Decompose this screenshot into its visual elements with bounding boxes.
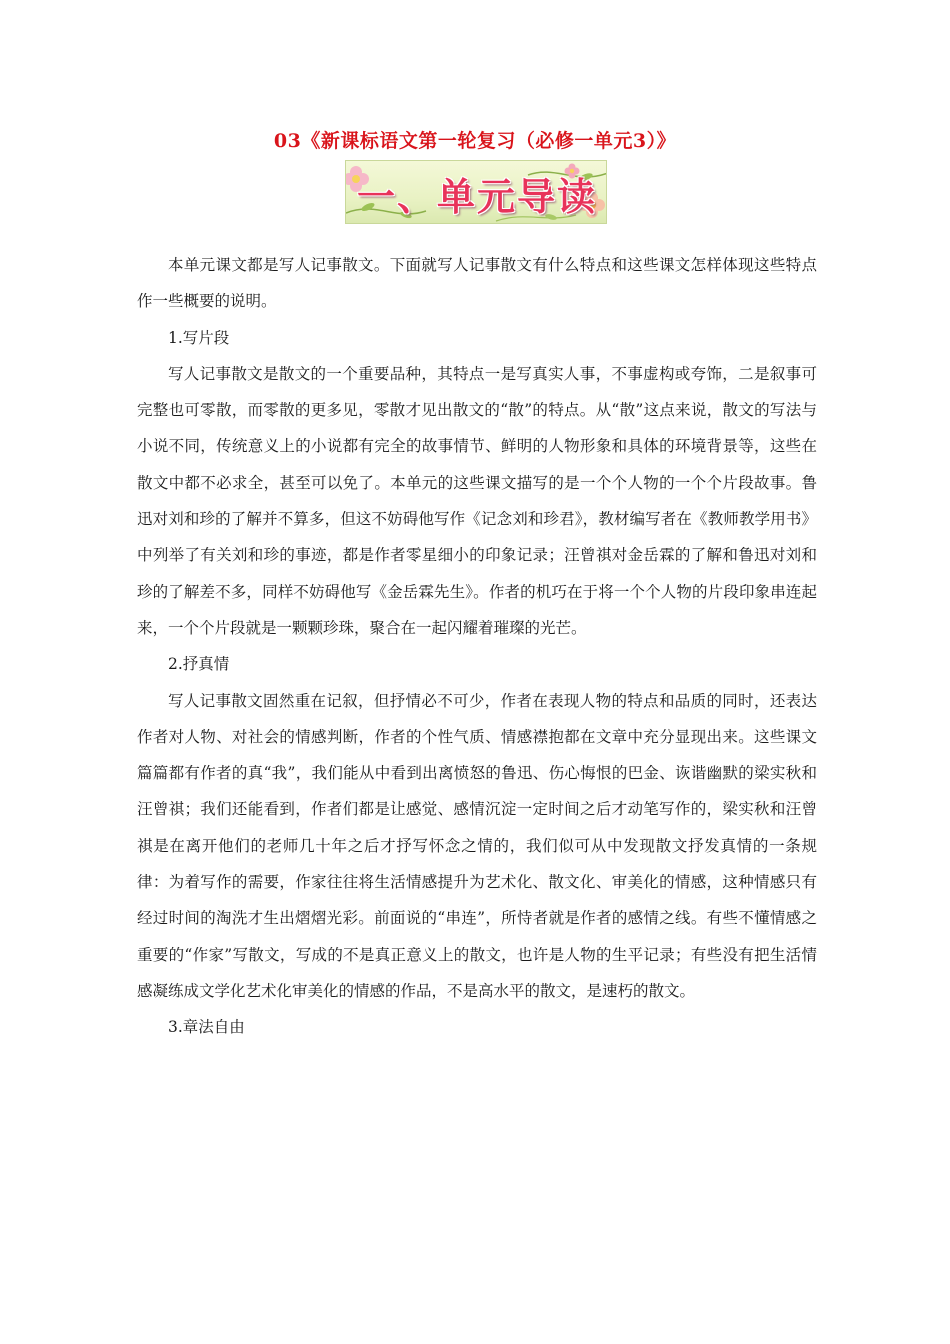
body-paragraph: 写人记事散文固然重在记叙，但抒情必不可少，作者在表现人物的特点和品质的同时，还表达作者对人物、对社会的情感判断，作者的个性气质、情感襟抱都在文章中充分显现出来。这些课文篇篇都有作者的真“我”，我们能从中看到出离愤怒的鲁迅、伤心悔恨的巴金、诙谐幽默的梁实秋和汪曾祺；我们还能看到，作者们都是让感觉、感情沉淀一定时间之后才动笔写作的，梁实秋和汪曾祺是在离开他们的老师几十年之后才抒写怀念之情的，我们似可从中发现散文抒发真情的一条规律：为着写作的需要，作家往往将生活情感提升为艺术化、散文化、审美化的情感，这种情感只有经过时间的淘洗才生出熠熠光彩。前面说的“串连”，所恃者就是作者的感情之线。有些不懂情感之重要的“作家”写散文，写成的不是真正意义上的散文，也许是人物的生平记录；有些没有把生活情感凝练成文学化艺术化审美化的情感的作品，不是高水平的散文，是速朽的散文。 [137,691,817,1000]
document-body [137,247,817,1046]
document-title: 03《新课标语文第一轮复习（必修一单元3）》 [273,130,677,152]
section-heading-1: 1.写片段 [168,328,230,347]
banner-heading: 一、单元导读 [356,175,597,219]
intro-paragraph: 本单元课文都是写人记事散文。下面就写人记事散文有什么特点和这些课文怎样体现这些特点作一些概要的说明。 [137,256,817,311]
section-banner [345,160,607,224]
section-heading-3: 3.章法自由 [168,1018,245,1037]
body-paragraph: 写人记事散文是散文的一个重要品种，其特点一是写真实人事，不事虚构或夸饰，二是叙事可完整也可零散，而零散的更多见，零散才见出散文的“散”的特点。从“散”这点来说，散文的写法与小说不同，传统意义上的小说都有完全的故事情节、鲜明的人物形象和具体的环境背景等，这些在散文中都不必求全，甚至可以免了。本单元的这些课文描写的是一个个人物的一个个片段故事。鲁迅对刘和珍的了解并不算多，但这不妨碍他写作《记念刘和珍君》，教材编写者在《教师教学用书》中列举了有关刘和珍的事迹，都是作者零星细小的印象记录；汪曾祺对金岳霖的了解和鲁迅对刘和珍的了解差不多，同样不妨碍他写《金岳霖先生》。作者的机巧在于将一个个人物的片段印象串连起来，一个个片段就是一颗颗珍珠，聚合在一起闪耀着璀璨的光芒。 [137,364,817,637]
section-heading-2: 2.抒真情 [168,655,230,674]
